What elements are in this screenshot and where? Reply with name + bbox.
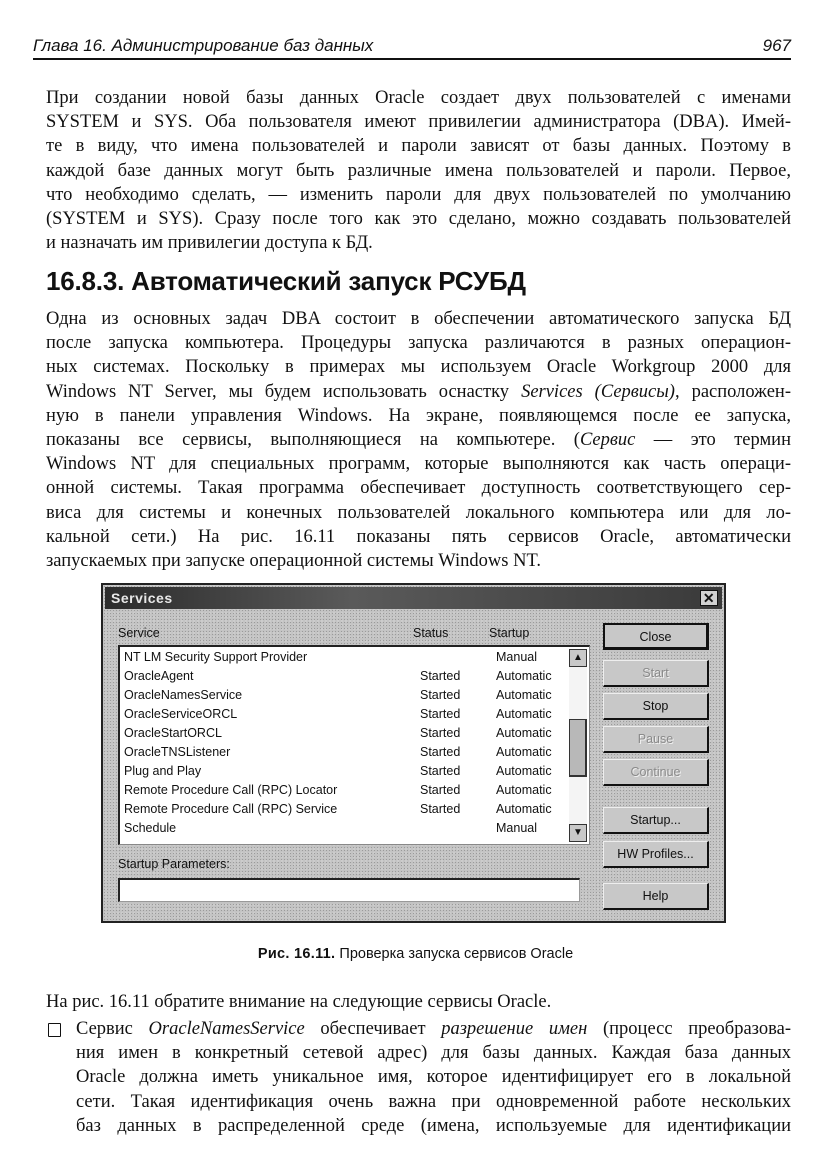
service-row[interactable] [124, 724, 564, 743]
text-line: (SYSTEM и SYS). Сразу после того как это сделано, можно создавать пользователей [46, 209, 791, 230]
service-startup: Automatic [496, 745, 552, 759]
text-line: после запуска компьютера. Процедуры запуска различаются в разных операцион- [46, 333, 791, 354]
service-name: Schedule [124, 821, 177, 835]
figure-number: Рис. 16.11. [257, 946, 336, 962]
service-status: Started [420, 669, 461, 683]
service-status: Started [420, 688, 461, 702]
text-line: запускаемых при запуске операционной системы Windows NT. [46, 551, 541, 572]
chapter-title: Глава 16. Администрирование баз данных [33, 36, 374, 55]
startup-parameters-label: Startup Parameters: [118, 857, 230, 871]
column-header-status[interactable]: Status [413, 626, 449, 640]
services-list[interactable] [118, 645, 590, 845]
text-run: Сервис [76, 1019, 149, 1039]
service-row[interactable] [124, 667, 564, 686]
text-line: Windows NT для специальных программ, которые выполняются как часть операци- [46, 454, 791, 475]
service-name: NT LM Security Support Provider [124, 650, 308, 664]
service-startup: Manual [496, 821, 537, 835]
text-run: — это термин [635, 430, 791, 451]
emphasis-name-resolution: разрешение имен [441, 1019, 588, 1039]
service-startup: Automatic [496, 688, 552, 702]
figure-caption-text: Проверка запуска сервисов Oracle [335, 946, 574, 962]
paragraph-users-intro [46, 86, 791, 255]
text-run: обеспечивает [304, 1019, 442, 1039]
service-name: Remote Procedure Call (RPC) Locator [124, 783, 338, 797]
service-name: Remote Procedure Call (RPC) Service [124, 802, 338, 816]
service-startup: Manual [496, 650, 537, 664]
list-scrollbar[interactable] [569, 649, 587, 842]
text-line: ную в панели управления Windows. На экране, появляющемся после ее запуска, [46, 405, 791, 426]
pause-button[interactable]: Pause [603, 726, 709, 753]
page-number: 967 [762, 36, 791, 55]
text-run: Windows NT Server, мы будем использовать оснастку [46, 381, 522, 402]
bullet-list [46, 1017, 791, 1138]
text-line: каждой базе данных могут быть различные имена пользователей и пароли. Первое, [46, 160, 791, 181]
service-startup: Automatic [496, 669, 552, 683]
text-line: При создании новой базы данных Oracle создает двух пользователей с именами [46, 88, 791, 108]
text-line: сети. Такая идентификация очень важна при одновременной работе нескольких [76, 1091, 791, 1112]
emphasis-services: Services (Сервисы) [521, 381, 675, 402]
text-line: кальной сети.) На рис. 16.11 показаны пять сервисов Oracle, автоматически [46, 526, 791, 547]
startup-button[interactable]: Startup... [603, 807, 709, 834]
figure-caption [0, 946, 831, 962]
scroll-thumb[interactable] [569, 719, 587, 777]
close-button[interactable]: Close [603, 623, 709, 650]
section-heading: 16.8.3. Автоматический запуск РСУБД [46, 266, 526, 296]
text-line [76, 1017, 791, 1041]
service-status: Started [420, 707, 461, 721]
text-run: показаны все сервисы, выполняющиеся на компьютере. ( [46, 430, 580, 451]
service-row[interactable] [124, 686, 564, 705]
service-name: Plug and Play [124, 764, 202, 778]
scroll-down-arrow-icon[interactable]: ▼ [569, 824, 587, 842]
service-startup: Automatic [496, 783, 552, 797]
service-row[interactable] [124, 781, 564, 800]
text-line [46, 380, 791, 404]
text-line: виса для системы и конечных пользователей локального компьютера или для ло- [46, 502, 791, 523]
service-row[interactable] [124, 819, 564, 838]
service-row[interactable] [124, 762, 564, 781]
continue-button[interactable]: Continue [603, 759, 709, 786]
service-status: Started [420, 726, 461, 740]
dialog-title: Services [111, 590, 173, 606]
hw-profiles-button[interactable]: HW Profiles... [603, 841, 709, 868]
text-line: баз данных в распределенной среде (имена, используемые для идентификации [76, 1115, 791, 1136]
emphasis-service-term: Сервис [579, 430, 636, 451]
service-row[interactable] [124, 648, 564, 667]
text-line [46, 428, 791, 452]
text-line: и назначать им привилегии доступа к БД. [46, 233, 373, 254]
service-startup: Automatic [496, 802, 552, 816]
checkbox-bullet-icon [48, 1023, 61, 1037]
service-status: Started [420, 802, 461, 816]
start-button[interactable]: Start [603, 660, 709, 687]
startup-parameters-input[interactable] [118, 878, 580, 902]
service-name: OracleNamesService [124, 688, 243, 702]
column-header-service[interactable]: Service [118, 626, 160, 640]
stop-button[interactable]: Stop [603, 693, 709, 720]
service-status: Started [420, 783, 461, 797]
help-button[interactable]: Help [603, 883, 709, 910]
service-startup: Automatic [496, 707, 552, 721]
service-status: Started [420, 745, 461, 759]
paragraph-note-services [46, 990, 791, 1014]
dialog-titlebar [105, 587, 722, 609]
service-name: OracleTNSListener [124, 745, 231, 759]
column-header-startup[interactable]: Startup [489, 626, 530, 640]
text-line: Oracle должна иметь уникальное имя, которое идентифицирует его в локальной [76, 1067, 791, 1088]
text-line: онной системы. Такая программа обеспечивает доступность соответствующего сер- [46, 478, 791, 499]
text-line: ния имен в конкретный сетевой адрес) для базы данных. Каждая база данных [76, 1043, 791, 1064]
text-line: те в виду, что имена пользователей и пароли зависят от базы данных. Поэтому в [46, 136, 791, 157]
service-status: Started [420, 764, 461, 778]
scroll-up-arrow-icon[interactable]: ▲ [569, 649, 587, 667]
service-startup: Automatic [496, 764, 552, 778]
emphasis-service-name: OracleNamesService [148, 1019, 305, 1039]
services-dialog-figure [101, 583, 726, 923]
service-name: OracleAgent [124, 669, 194, 683]
text-run: , расположен- [674, 381, 791, 402]
text-run: (процесс преобразова- [587, 1019, 791, 1039]
service-row[interactable] [124, 743, 564, 762]
text-line: На рис. 16.11 обратите внимание на следующие сервисы Oracle. [46, 992, 552, 1012]
text-line: Одна из основных задач DBA состоит в обеспечении автоматического запуска БД [46, 309, 791, 329]
bullet-item-oraclenamesservice [46, 1017, 791, 1138]
close-icon[interactable]: ✕ [700, 590, 718, 606]
service-row[interactable] [124, 800, 564, 819]
running-head [33, 34, 791, 60]
service-name: OracleServiceORCL [124, 707, 238, 721]
service-row[interactable] [124, 705, 564, 724]
service-startup: Automatic [496, 726, 552, 740]
paragraph-auto-start [46, 307, 791, 573]
text-line: что необходимо сделать, — изменить пароли для двух пользователей по умолчанию [46, 184, 791, 205]
service-name: OracleStartORCL [124, 726, 222, 740]
text-line: SYSTEM и SYS. Оба пользователя имеют привилегии администратора (DBA). Имей- [46, 112, 791, 133]
text-line: ных системах. Поскольку в примерах мы используем Oracle Workgroup 2000 для [46, 357, 791, 378]
